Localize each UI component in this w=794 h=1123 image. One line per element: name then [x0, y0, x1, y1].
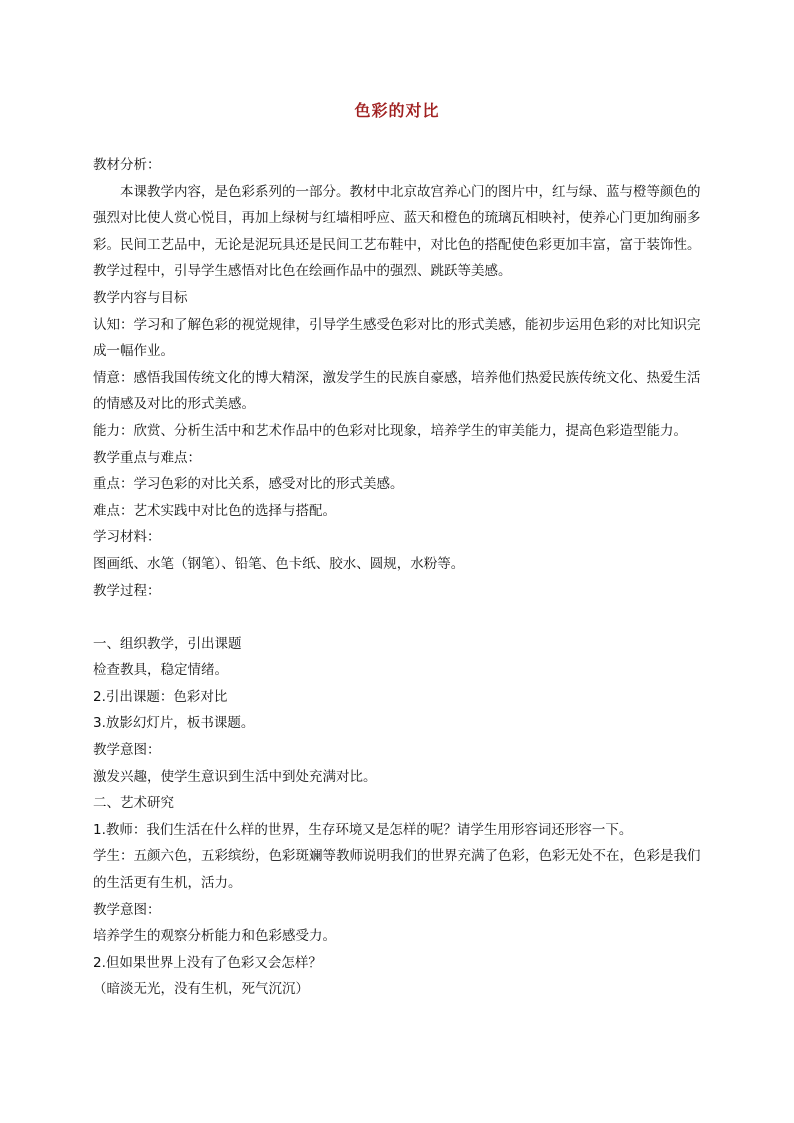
- section-heading-key-points: 教学重点与难点：: [93, 449, 201, 466]
- paragraph-ability: 能力：欣赏、分析生活中和艺术作品中的色彩对比现象，培养学生的审美能力，提高色彩造型能力。: [93, 422, 687, 439]
- paragraph-cognition: 认知：学习和了解色彩的视觉规律，引导学生感受色彩对比的形式美感，能初步运用色彩的对比知识完成一幅作业。: [93, 316, 701, 360]
- step-no-color-answer: （暗淡无光，没有生机，死气沉沉）: [93, 981, 309, 998]
- document-body: [93, 152, 705, 1003]
- step-no-color-question: 2.但如果世界上没有了色彩又会怎样？: [93, 954, 322, 971]
- step-student-answer: 学生：五颜六色，五彩缤纷，色彩斑斓等教师说明我们的世界充满了色彩，色彩无处不在，色彩是我们的生活更有生机，活力。: [93, 848, 701, 892]
- step-heading-organize: 一、组织教学，引出课题: [93, 635, 242, 652]
- section-heading-materials: 学习材料：: [93, 529, 161, 546]
- teaching-intent-label-1: 教学意图：: [93, 742, 161, 759]
- paragraph-emotion: 情意：感悟我国传统文化的博大精深，激发学生的民族自豪感，培养他们热爱民族传统文化、热爱生活的情感及对比的形式美感。: [93, 369, 701, 413]
- step-slides: 3.放影幻灯片，板书课题。: [93, 715, 255, 732]
- step-introduce-topic: 2.引出课题：色彩对比: [93, 688, 228, 705]
- section-heading-process: 教学过程：: [93, 582, 161, 599]
- paragraph-textbook-analysis: 本课教学内容，是色彩系列的一部分。教材中北京故宫养心门的图片中，红与绿、蓝与橙等颜色的强烈对比使人赏心悦目，再加上绿树与红墙相呼应、蓝天和橙色的琉璃瓦相映衬，使养心门更加绚丽多彩。民间工艺品中，无论是泥玩具还是民间工艺布鞋中，对比色的搭配使色彩更加丰富，富于装饰性。教学过程中，引导学生感悟对比色在绘画作品中的强烈、跳跃等美感。: [93, 183, 701, 280]
- teaching-intent-label-2: 教学意图：: [93, 901, 161, 918]
- paragraph-materials: 图画纸、水笔（钢笔）、铅笔、色卡纸、胶水、圆规，水粉等。: [93, 555, 465, 572]
- step-teacher-question: 1.教师：我们生活在什么样的世界，生存环境又是怎样的呢？请学生用形容词还形容一下。: [93, 821, 633, 838]
- teaching-intent-text-1: 激发兴趣，使学生意识到生活中到处充满对比。: [93, 768, 377, 785]
- teaching-intent-text-2: 培养学生的观察分析能力和色彩感受力。: [93, 928, 336, 945]
- step-check-tools: 检查教具，稳定情绪。: [93, 662, 228, 679]
- section-heading-textbook-analysis: 教材分析：: [93, 157, 161, 173]
- paragraph-key-point: 重点：学习色彩的对比关系，感受对比的形式美感。: [93, 476, 404, 493]
- section-heading-content-goals: 教学内容与目标: [93, 289, 188, 306]
- document-title: 色彩的对比: [354, 101, 440, 120]
- paragraph-difficulty: 难点：艺术实践中对比色的选择与搭配。: [93, 502, 336, 519]
- blank-line: [93, 604, 705, 631]
- step-heading-art-research: 二、艺术研究: [93, 795, 174, 812]
